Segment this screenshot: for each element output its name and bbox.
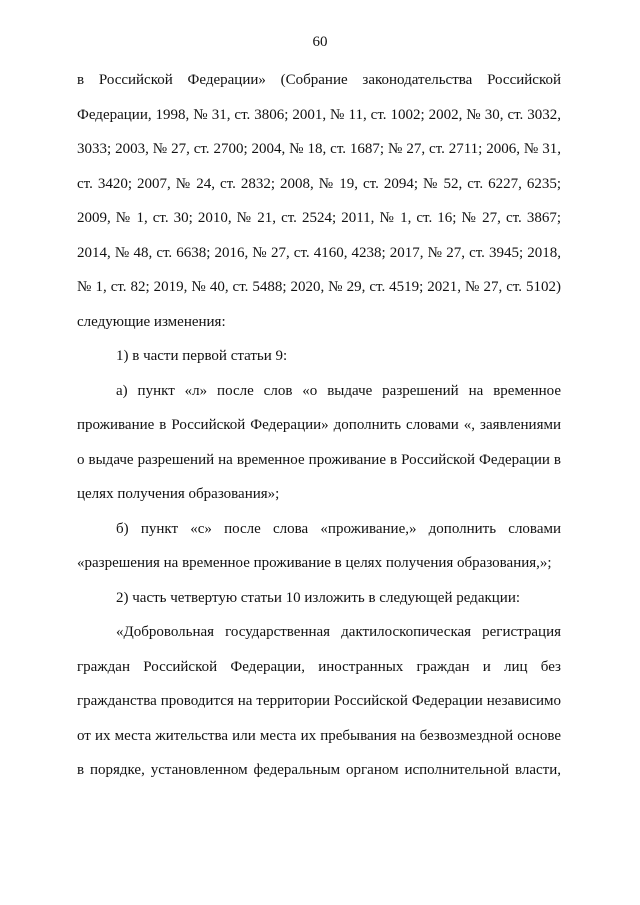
- paragraph-item-1: 1) в части первой статьи 9:: [116, 348, 288, 364]
- page-number: 60: [312, 34, 328, 50]
- paragraph-subitem-b: б) пункт «с» после слова «проживание,» дополнить словами «разрешения на временное проживание в целях получения образования,»;: [77, 520, 561, 571]
- paragraph-continuation: в Российской Федерации» (Собрание законодательства Российской Федерации, 1998, № 31, ст. 3806; 2001, № 11, ст. 1002; 2002, № 30, ст. 3032, 3033; 2003, № 27, ст. 2700; 2004, № 18, ст. 1687; № 27, ст. 2711; 2006, № 31, ст. 3420; 2007, № 24, ст. 2832; 2008, № 19, ст. 2094; № 52, ст. 6227, 6235; 2009, № 1, ст. 30; 2010, № 21, ст. 2524; 2011, № 1, ст. 16; № 27, ст. 3867; 2014, № 48, ст. 6638; 2016, № 27, ст. 4160, 4238; 2017, № 27, ст. 3945; 2018, № 1, ст. 82; 2019, № 40, ст. 5488; 2020, № 29, ст. 4519; 2021, № 27, ст. 5102) следующие изменения:: [77, 72, 561, 330]
- paragraph-item-2: 2) часть четвертую статьи 10 изложить в следующей редакции:: [116, 589, 521, 606]
- paragraph-subitem-a: а) пункт «л» после слов «о выдаче разрешений на временное проживание в Российской Федерации» дополнить словами «, заявлениями о выдаче разрешений на временное проживание в Российской Федерации в целях получения образования»;: [77, 382, 561, 502]
- document-body: [77, 63, 561, 788]
- paragraph-new-wording: «Добровольная государственная дактилоскопическая регистрация граждан Российской Федерации, иностранных граждан и лиц без гражданства проводится на территории Российской Федерации независимо от их места жительства или места их пребывания на безвозмездной основе в порядке, установленном федеральным органом исполнительной власти,: [77, 624, 561, 778]
